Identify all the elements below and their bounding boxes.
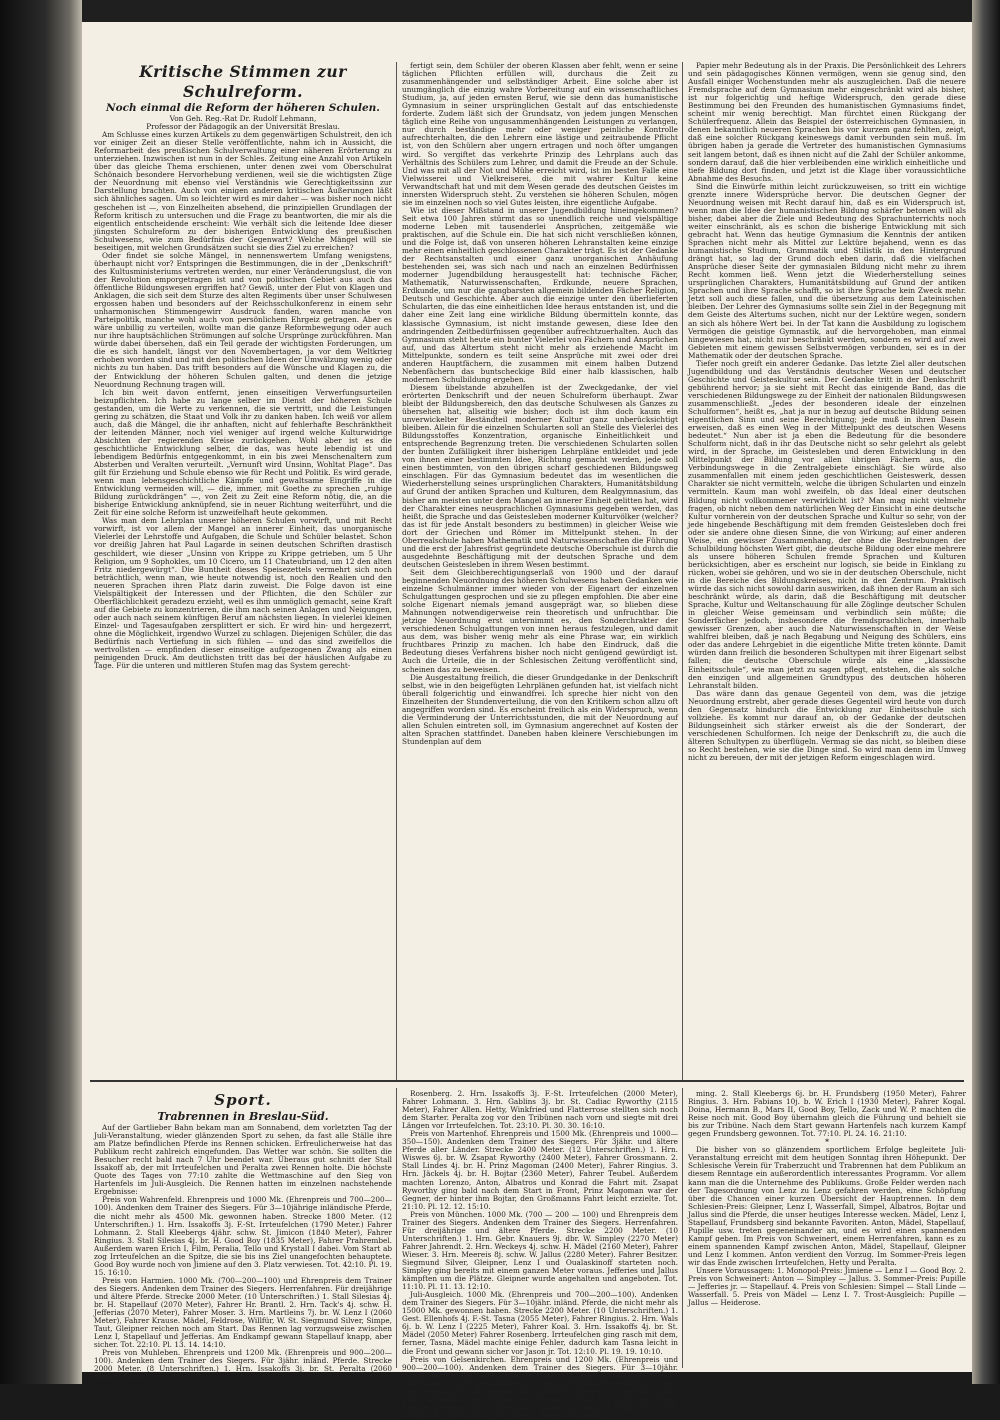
article-paragraph: Oder findet sie solche Mängel, in nennenswertem Umfang wenigstens, überhaupt nicht vor? Entspringen die Bestimmungen, die in der „Denkschrift“ des Kultusministeriums vertreten werden, nur einer Veränderungslust, die von der Revolution emporgetragen ist und von politischen Gebiet aus auch das öffentliche Bildungswesen ergriffen hat? Gewiß, unter der Flut von Klagen und Anklagen, die sich seit dem Sturze des alten Regiments über unser Schulwesen ergossen haben und besonders auf der Reichsschulkonferenz in einem sehr unharmonischen Stimmengewirr Ausdruck fanden, waren manche von Parteipolitik, manche wohl auch von persönlichem Ehrgeiz getragen. Aber es wäre unbillig zu verteilen, wollte man die ganze Reformbewegung oder auch nur ihre hauptsächlichen Strömungen auf solche Ursprünge zurückführen. Man würde dabei übersehen, daß ein Teil gerade der wichtigsten Forderungen, um die es sich handelt, längst vor den Novembertagen, ja vor dem Weltkrieg erhoben worden sind und mit den politischen Ideen der Umwälzung wenig oder nichts zu tun haben. Das trifft besonders auf die Wünsche und Klagen zu, die der Entwicklung der höheren Schulen galten, und denen die jetzige Neuordnung Rechnung tragen will. [94,250,392,389]
article-column-3 [688,62,966,1072]
scan-right-edge [972,0,1000,1384]
sport-subheadline: Trabrennen in Breslau-Süd. [157,1110,329,1123]
sport-paragraph: Preis von Muhleben. Ehrenpreis und 1200 Mk. (Ehrenpreis und 900—200—100). Andenken dem Trainer des Siegers. Für 3jähr. inländ. Pferde. Strecke 2000 Meter. (8 Unterschriften.) 1. Hrn. Issakoffs 3j. br. St. Peralta (2060 Meter), Fahrer [94,1348,392,1382]
sport-column-2 [402,1089,678,1420]
column-rule [396,1088,397,1368]
section-asterisk: * [825,1137,829,1147]
sport-paragraph: Juli-Ausgleich. 1000 Mk. (Ehrenpreis und 700—200—100). Andenken dem Trainer des Siegers. Für 3—10jähr. inländ. Pferde, die nicht mehr als 15000 Mk. gewonnen haben. Strecke 2200 Meter. (10 Unterschriften.) 1. Gest. Ellenhofs 4j. F.-St. Tasna (2055 Meter), Fahrer Ringius. 2. Hrn. Wals 6j. b. W. Lenz I (2225 Meter), Fahrer Koal. 3. Hrn. Issakoffs 4j. br. St. Mädel (2050 Meter) Fahrer Rosenberg. Irrteufelchen ging rasch mit dem, ferner, Tasna, Mädel machte einige Fehler, dadurch kam Tasna leicht in die Front und gewann sicher vor Jason jr. Tot. 12:10. Pl. 19. 19. 10:10. [402,1290,678,1356]
article-paragraph: Papier mehr Bedeutung als in der Praxis. Die Persönlichkeit des Lehrers und sein pädagogisches Können vermögen, wenn sie genug sind, den Ausfall einiger Wochenstunden mehr als auszugleichen. Daß die neuere Fremdsprache auf dem Gymnasium mehr eingeschränkt wird als bisher, ist nur folgerichtig und heftige Widerspruch, den gerade diese Bestimmung bei den Freunden des humanistischen Gymnasiums findet, scheint mir wenig berechtigt. Man fürchtet einen Rückgang der Schülerfrequenz. Allein das Beispiel der österreichischen Gymnasien, in denen bekanntlich neueren Sprachen bis vor kurzem ganz fehlten, zeigt, daß eine solcher Rückgang keineswegs damit verbunden sein muß. Im übrigen haben ja gerade die Vertreter des humanistischen Gymnasiums seit langem betont, daß es ihnen nicht auf die Zahl der Schüler ankomme, sondern darauf, daß die hier verbleibenden eine wirklich einheitliche und tiefe Bildung dort finden, und jetzt ist die Klage über voraussichtliche Abnahme des Besuchs. [688,61,966,183]
sport-headline: Sport. [214,1091,272,1109]
sport-paragraph: Unsere Voraussagen: 1. Monopol-Preis: Jimiene — Lenz I — Good Boy. 2. Preis von Schweinert: Anton — Simpley — Jallus. 3. Sommer-Preis: Pupille — Jefferies jr. — Stapellauf. 4. Preis von Schlesien: Simpel — Stall Linde — Wasserfall. 5. Preis von Mädel — Lenz I. 7. Trost-Ausgleich: Pupille — Jallus — Heiderose. [688,1266,966,1308]
article-paragraph: Tiefer noch greift ein anderer Gedanke. Das letzte Ziel aller deutschen Jugendbildung und das Verständnis deutscher Wesen und deutscher Geschichte und Geisteskultur sein. Der Gedanke tritt in der Denkschrift gebührend hervor; ja sie sieht mit Recht das einigende Band, das die verschiedenen Bildungswege zu der Einheit der nationalen Bildungswesen zusammenschließt. „Jedes der besonderen ideale der einzelnen Schulformen“, heißt es, „hat ja nur in bezug auf deutsche Bildung seinen eigentlichen Sinn und seine Berechtigung; jede muß in ihren Dasein erweisen, daß es einen Weg in der Mittelpunkt des deutschen Wesens bedeutet.“ Nun aber ist ja eben die Bedeutung für die besondere Schulform nicht, daß in ihr das Deutsche nicht so sehr gelehrt als gelebt wird, in der Sprache, im Geistesleben und deren Entwicklung in den Mittelpunkt der Bildung vor allen übrigen Fächern aus, die Verbindungswege in die Zentralgebiete einschlägt. Sie würde also zusammenfallen mit einem jeden geschichtlichen Geisteswerk, dessen Charakter sie nicht vermitteln, welche die übrigen Schularten und einzeln vermitteln. Kaum man wohl zweifeln, ob das Ideal einer deutschen Bildung nicht vollkommener verwirklicht ist? Man mag nicht vielmehr fragen, ob nicht neben dem natürlichen Weg der Einsicht in eine deutsche Kultur vornherein von der deutschen Sprache und Kultur so sehr, von der jede hingebende Beschäftigung mit dem fremden Geistesleben doch frei oder sie andere ohne diesen Sinne, die von Wirkung; auf einer anderen Weise, ein gewisser Zusammenhang, der ohne die Bestrebungen der Schulbildung höchsten Wert gibt, die deutsche Bildung oder eine mehrere als unsere höheren Schulen fremde Sprachen und Kulturen berücksichtigen, aber es erscheint nur logisch, sie beide in Einklang zu rücken, wobei sie gehören, und wo sie in der deutschen Oberschule, nicht in die Bereiche des Bildungskreises, nicht in den Zentrum. Praktisch würde das sich nicht sowohl darin auswirken, daß ihnen der Raum an sich beschränkt würde, als darin, daß die Beschäftigung mit deutscher Sprache, Kultur und Weltanschauung für alle Zöglinge deutscher Schulen in gleicher Weise gemeinsam und verbindlich sein müßte; die Sonderfächer jedoch, insbesondere die fremdsprachlichen, innerhalb gewisser Grenzen, aber auch die Naturwissenschaften in der Weise wahlfrei bleiben, daß je nach Begabung und Neigung des Schülers, eins oder das andere Lehrgebiet in die eigentliche Mitte treten könnte. Damit würden dann freilich die besonderen Schultypen mit ihrer Eigenart selbst fallen; die deutsche Oberschule würde als eine „klassische Einheitsschule“, wie man jetzt zu sagen pflegt, entstehen, die als solche den einzigen und allgemeinen Grundtypus des deutschen höheren Lehranstalt bilden. [688,358,966,690]
article-column-2 [402,62,678,1072]
sport-column-3 [688,1090,966,1366]
sport-paragraph: ming. 2. Stall Kleebergs 6j. br. H. Frundsberg (1950 Meter), Fahrer Ringius. 3. Hrn. Fabians 10j. b. W. Erich I (1930 Meter), Fahrer Kogal. Doina, Hermann B., Mars II, Good Boy, Tello, Zack und W. P. machten die Reise noch mit. Good Boy übernahm gleich die Führung und behielt sie bis zur Tribüne. Nach dem Start gewann Hartenfels nach kurzem Kampf gegen Frundsberg gewonnen. Tot. 77:10. Pl. 24. 16. 21:10. [688,1089,966,1139]
article-paragraph: Sind die Einwürfe mithin leicht zurückzuweisen, so tritt ein wichtige grenzte innere Widersprüche hervor. Die deutschen Gegner der Neuordnung weisen mit Recht darauf hin, daß es ein Widerspruch ist, wenn man die Idee der humanistischen Bildung schärfer betonen will als bisher, dabei aber die Ziele und Bedeutung des Sprachunterrichts noch weiter einschränkt, als es schon die bisherige Entwicklung mit sich gebracht hat. Wenn das heutige Gymnasium die Kenntnis der antiken Sprachen nicht mehr als Mittel zur Lektüre bejahend, wenn es das humanistische Studium, Grammatik und Stilistik in den Hintergrund drängt hat, so lag der Grund doch eben darin, daß die vielfachen Ansprüche dieser Seite der gymnasialen Bildung nicht mehr zu ihrem Recht kommen ließ. Wenn jetzt die Wiederherstellung seines ursprünglichen Charakters, Humanitätsbildung auf Grund der antiken Sprachen und ihre Sprache schafft, so ist ihre Sprache kein Zweck mehr. Jetzt soll auch diese fallen, und die übersetzung aus dem Lateinischen bleiben. Der Lehrer des Gymnasiums sollte sein Ziel in der Begegnung mit dem Geiste des Altertums suchen, nicht nur der Lektüre wegen, sondern an sich als höhere Wert bei. In der Tat kann die Ausbildung zu logischem Vermögen die geistige Gymnastik, auf die hervorgehoben, man einmal hingewiesen hat, nicht nur beschränkt werden, sondern es wird auf zwei Gebieten mit einem gewissen Selbstvermögen verbunden, sei es in der Mathematik oder der deutschen Sprache. [688,181,966,360]
section-divider [90,1080,964,1082]
sport-paragraph: Preis von München. 1000 Mk. (700 — 200 — 100) und Ehrenpreis dem Trainer des Siegers. Andenken dem Trainer des Siegers. Herrenfahren. Für dreijährige und ältere Pferde. Strecke 2200 Meter. (10 Unterschriften.) 1. Hrn. Gebr. Knauers 9j. dbr. W. Simpley (2270 Meter) Fahrer Jahrendt. 2. Hrn. Weckeys 4j. schw. H. Mädel (2160 Meter), Fahrer Wieser. 3. Hrn. Meereis 8j. schw. W. Jallus (2280 Meter). Fahrer Besitzer. Siegmund Silver, Gleipner, Lenz I und Oualaskinoff starteten noch. Simpley ging bereits mit einem ganzen Meter voraus. Jefferies und Jallus kämpften um die Plätze. Gleipner wurde angehalten und angeboten. Tot. 11:10. Pl. 11. 13. 12:10. [402,1209,678,1292]
article-paragraph: Seit dem Gleichberechtigungserlaß von 1900 und der darauf beginnenden Neuordnung des höheren Schulwesens haben Gedanken wie einzelne Schulmänner immer wieder von der Eigenart der einzelnen Schulgattungen gesprochen und sie zu pflegen empfohlen. Die aber eine solche Eigenart niemals jemand ausgeprägt war, so blieben diese Mahnungen notwendigerweise rein theoretisch und unfruchtbar. Die jetzige Neuordnung erst unternimmt es, den Sonderchrakter der verschiedenen Schulgattungen von innen heraus festzulegen, und damit aus dem, was bisher wenig mehr als eine Phrase war, ein wirklich fruchtbares Prinzip zu machen. Ich habe den Eindruck, daß die Bedeutung dieses Verfahrens bisher noch nicht genügend gewürdigt ist. Auch die Urteile, die in der Schlesischen Zeitung veröffentlicht sind, scheinen das zu beweisen. [402,567,678,674]
column-rule [396,62,397,1082]
article-paragraph: Wie ist dieser Mißstand in unserer Jugendbildung hineingekommen? Seit etwa 100 Jahren stürmt das so unendlich reiche und vielspältige moderne Leben mit tausenderlei Ansprüchen, zeitgemäße wie praktischen, auf die Schule ein. Die hat sich nicht verschließen können, und die Folge ist, daß von unseren höheren Lehranstalten keine einzige mehr einen einheitlich geschlossenen Charakter trägt. Es ist der Gedanke der Rechtsanstalten und einer ganz unorganischen Anhäufung bestehenden sei, was sich nach und nach an einzelnen Bedürfnissen moderner Jugendbildung herausgestellt hat: technische Fächer, Mathematik, Naturwissenschaften, Erdkunde, neuere Sprachen, Erdkunde, um nur die gangbarsten allgemein bildenden Fächer Religion, Deutsch und Geschichte. Aber auch die einzige unter den überlieferten Schularten, die das eine einheitlichen Idee heraus entstanden ist, und die daher eine Zeit lang eine wirkliche Bildung übermitteln konnte, das klassische Gymnasium, ist nicht imstande gewesen, diese Idee den andringenden Zeitbedürfnissen gegenüber aufrechtzuerhalten. Auch das Gymnasium steht heute ein bunter Vielerlei von Fächern und Ansprüchen auf, und das Altertum steht nicht mehr als erziehende Macht im Mittelpunkte, sondern es teilt seine Ansprüche mit zwei oder drei anderen Hauptfächern, die zusammen mit einem halben Dutzend Nebenfächern das buntscheckige Bild einer halb klassischen, halb modernen Schulbildung ergeben. [402,205,678,384]
scan-top-edge [82,0,972,22]
sport-paragraph: Preis von Martenhof. Ehrenpreis und 1500 Mk. (Ehrenpreis und 1000—350—150). Andenken dem Trainer des Siegers. Für 3jähr. und ältere Pferde aller Länder. Strecke 2400 Meter. (12 Unterschriften.) 1. Hrn. Wiswes 6j. br. W. Zsapat Ryworthy (2400 Meter), Fahrer Grossmann. 2. Stall Lindes 4j. br. H. Prinz Magoman (2400 Meter), Fahrer Ringius. 3. Hrn. Jäckels 4j. br. H. Bojtar (2360 Meter), Fahrer Teubel. Außerdem machten Lorenzo, Anton, Albatros und Konrad die Fahrt mit. Zsapat Ryworthy ging bald nach dem Start in Front, Prinz Magoman war der Gegner, der hinter ihm Bojtar, den Großmanns Fahrt leicht erzielte. Tot. 21:10. Pl. 12. 12. 15:10. [402,1129,678,1211]
article-byline-affiliation: Professor der Pädagogik an der Universität Breslau. [146,122,340,132]
article-paragraph: Diesem übelstande abzuhelfen ist der Zweckgedanke, der viel erörterten Denkschrift und der neuen Schulreform überhaupt. Zwar bleibt der Bildungsbereich, den das deutsche Schulwesen als Ganzes zu übersehen hat, allseitig wie bisher; doch ist ihm doch kaum ein unverwickelter Beständteil moderner Kultur ganz unberücksichtigt bleiben. Allein für die einzelnen Schularten soll an Stelle des Vielerlei des Bildungsstoffes Konzentration, organische Einheitlichkeit und entsprechende Begrenzung treten. Die verschiedenen Schularten sollen der bunten Zufälligkeit ihrer bisherigen Lehrpläne entkleidet und jede von ihnen einer bestimmten Idee, Richtung gemacht werden, jede soll einen bestimmten, von den übrigen scharf geschiedenen Bildungsweg einschlagen. Für das Gymnasium bedeutet das im wesentlichen die Wiederherstellung seines ursprünglichen Charakters, Humanitätsbildung auf Grund der antiken Sprachen und Kulturen, dem Realgymnasium, das bisher am meisten unter dem Mangel an innerer Einheit gelitten hat, wird der Charakter eines neusprachlichen Gymnasiums gegeben werden, das heißt, die Sprache und das Geistesleben moderner Kulturvölker (welcher? das ist für jede Anstalt besonders zu bestimmen) in gleicher Weise wie dort der Griechen und Römer im Mittelpunkt stehen. In der Oberrealschule haben Mathematik und Naturwissenschaften die Führung und die erst der Jahresfrist gegründete deutsche Oberschule ist durch die ausgedehnte Beschäftigung mit der deutschen Sprache und dem deutschen Geistesleben in ihrem Wesen bestimmt. [402,382,678,569]
article-paragraph: fertigt sein, dem Schüler der oberen Klassen aber fehlt, wenn er seine täglichen Pflichten erfüllen will, durchaus die Zeit zu zusammenhängender und selbständiger Arbeit. Eine solche aber ist unumgänglich die einzig wahre Vorbereitung auf ein wissenschaftliches Studium, ja, auf jeden ernsten Beruf, wie sie denn das humanistische Gymnasium in seiner ursprünglichen Gestalt auf das entschiedenste forderte. Zudem läßt sich der Grundsatz, von jedem jungen Menschen täglich eine Reihe von ungusammenhängenden Leistungen zu verlangen, nur durch beständige mehr oder weniger peinliche Kontrolle aufrechterhalten, die den Lehrern eine lästige und zeitraubende Pflicht ist, von den Schülern aber ungern ertragen und noch öfter umgangen wird. So vergiftet das verkehrte Prinzip des Lehrplans auch das Verhältnis des Schülers zum Lehrer, und damit die Freude an der Schule. Und was mit all der Not und Mühe erreicht wird, ist im besten Falle eine Vielwisserei und Vielkreiserei, die mit wahrer Kultur keine Verwandtschaft hat und mit dem Wesen gerade des deutschen Geistes im innersten Widerspruch steht. Zu verstehen sie höheren Schulen, mögen sie im einzelnen noch so viel Gutes leisten, ihre eigentliche Aufgabe. [402,61,678,207]
sport-paragraph: Preis von Harmien. 1000 Mk. (700—200—100) und Ehrenpreis dem Trainer des Siegers. Andenken dem Trainer des Siegers. Herrenfahren. Für dreijährige und ältere Pferde. Strecke 2000 Meter. (10 Unterschriften.) 1. Stall Silesias 4j. br. H. Stapellauf (2070 Meter), Fahrer Hr. Brantl. 2. Hrn. Tack's 4j. schw. H. Jefferias (2070 Meter), Fahrer Moser. 3. Hrn. Martleins 7j. br. W. Lenz I (2060 Meter), Fahrer Krause. Mädel, Feldrose, Willfür, W. St. Siegmund Silver, Simpe, Taut, Gleipner reichen noch am Start. Das Rennen lag vorzugsweise zwischen Lenz I, Stapellauf und Jefferias. Am Endkampf gewann Stapellauf knapp, aber sicher. Tot. 22:10. Pl. 13. 14. 14:10. [94,1275,392,1350]
article-paragraph: Am Schlusse eines kurzen Artikels zu dem gegenwärtigen Schulstreit, den ich vor einiger Zeit an dieser Stelle veröffentlichte, nahm ich in Aussicht, die Reformarbeit des preußischen Schulverwaltung einer näheren Erörterung zu unterziehen. Inzwischen ist nun in der Schles. Zeitung eine Anzahl von Artikeln über das gleiche Thema erschienen, unter denen zwei vom Oberschulrat Schönaich besondere Hervorhebung verdienen, weil sie die wichtigsten Züge der Neuordnung mit ebenso viel Verständnis wie Gerechtigkeitssinn zur Darstellung brachten. Auch von einigen anderen kritischen Äußerungen läßt sich ähnliches sagen. Um so leichter wird es mir daher — was bisher noch nicht geschehen ist —, von Einzelheiten absehend, die prinzipiellen Grundlagen der Reform kritisch zu untersuchen und die Frage zu beantworten, die mir als die eigentlich entscheidende erscheint: Wie verhält sich die leitende Idee dieser jüngsten Schulreform zu der bisherigen Entwicklung des preußischen Schulwesens, wie zum Bedürfnis der Gegenwart? Welche Mängel will sie beseitigen, mit welchen Grundsätzen sucht sie dies Ziel zu erreichen? [94,130,392,252]
sport-paragraph: Preis von Gelsenkirchen. Ehrenpreis und 1200 Mk. (Ehrenpreis und 900—200—100). Andenken dem Trainer des Siegers. Für 3—10jähr. inländ. Pferde, die nicht mehr als 15000 Mk. gewonnen haben. Strecke 2200 Meter. (10 Unterschriften.) 1. Gest. Ellenhofs. Herrenfahren. Preis von Gelsenkirchen. Ehrenpreis und 1000 Mk. (Ehrenpreis und 700—200—100). Andenken dem Trainer des Siegers. Für 3- bis 10jährige inländ. Pferde. Strecke 1900 Meter. (12 Unterschriften.) 1. Stall Wals 10j. schwbr. H. Hartenfels (1970 Meter). Fahrer Frömming. [402,1354,678,1420]
column-rule [682,1088,683,1368]
sport-paragraph: Die bisher von so glänzendem sportlichem Erfolge begleitete Juli-Veranstaltung erreicht mit dem heutigen Sonntag ihren Höhepunkt. Der Schlesische Verein für Traberzucht und Trabrennen hat dem Publikum an diesem Renntage ein außerordentlich interessantes Programm. Vor allem kann man die die Unternehme des Publikums. Große Felder werden nach der Tagesordnung von Lenz zu Lenz gefahren werden, eine Schöpfung über die Chancen einer kurzen Übersicht der Hauptrennen. In dem Schlesien-Preis: Gleipner, Lenz I, Wasserfall, Simpel, Albatros, Bojtar und Jallus sind die Pferde, die unser heutiges Interesse wecken. Mädel, Lenz I, Stapellauf, Frundsberg sind bekannte Favoriten. Anton, Mädel, Stapellauf, Pupille usw. treten gegeneinander an, und es wird einen spannenden Kampf geben. Im Preis von Schweinert, einem Herrenfahren, kann es zu einem spannenden Kampf zwischen Anton, Mädel, Stapellauf, Gleipner und Lenz I kommen. Anton verdient den Vorzug. Im Sommer-Preis legen wir das Ende zwischen Irrteufelchen, Hetty und Peralta. [688,1145,966,1267]
article-column-1 [94,62,392,1072]
article-paragraph: Die Ausgestaltung freilich, die dieser Grundgedanke in der Denkschrift selbst, wie in den beigefügten Lehrplänen gefunden hat, ist vielfach nicht überall folgerichtig und einwandfrei. Ich spreche hier nicht von den Einzelheiten der Stundenverteilung, die von den Kritikern schon allzu oft angegriffen worden sind. Es erscheint freilich als ein Widerspruch, wenn die Verminderung der Unterrichtsstunden, die mit der Neuordnung auf allen Schulen eintreten soll, im Gymnasium angerechnet auf Kosten der alten Sprachen stattfindet. Daneben haben kleinere Verschiebungen im Stundenplan auf dem [402,672,678,746]
article-byline: Von Geh. Reg.-Rat Dr. Rudolf Lehmann, [169,114,317,123]
sport-column-1 [94,1090,392,1382]
article-headline: Kritische Stimmen zur Schulreform. [139,62,347,101]
sport-paragraph: Rosenberg. 2. Hrn. Issakoffs 3j. F.-St. Irrteufelchen (2000 Meter), Fahrer Lohmann. 3. Hrn. Gablins 3j. br. St. Cadiac Ryworthy (2115 Meter), Fahrer Allen. Hetty, Winkfried und Flatterrose stellten sich noch dem Starter. Peralta zog vor den Tribünen nach vorn und siegte mit drei Längen vor Irrteufelchen. Tot. 23:10. Pl. 30. 30. 16:10. [402,1089,678,1131]
article-paragraph: Ich bin weit davon entfernt, jenen einseitigen Verwerfungsurteilen beizupflichten. Ich habe zu lange selber im Dienst der höheren Schule gestanden, um die Werte zu verkennen, die sie vertritt, und die Leistungen gering zu schätzen, die Staat und Volk ihr zu danken haben. Ich weiß vor allem auch, daß die Mängel, die ihr anhaften, nicht auf fehlerhafte Beschränktheit der leitenden Männer, noch viel weniger auf irgend welche Kulturwidrige Absichten der regierenden Kreise zurückgehen. Wohl aber ist es die geschichtliche Entwicklung selber, die das, was heute lebendig ist und lebendigem Bedürfnis entgegenkommt, in ein bis zwei Menschenaltern zum Absterben und Veralten verurteilt. „Vernunft wird Unsinn, Wohltat Plage“. Das gilt für Erziehung und Schule ebenso wie für Recht und Politik. Es wird gerade, wenn man lebensgeschichtliche Kämpfe und gewaltsame Eingriffe in die Entwicklung vermeiden will, — die, immer, mit Goethe zu sprechen „ruhige Bildung zurückdrängen“ —, von Zeit zu Zeit eine Reform nötig, die, an die bisherige Entwicklung anknüpfend, sie in neuer Richtung weiterführt, und die Zeit für eine solche Reform ist unzweifelhaft heute gekommen. [94,387,392,518]
newspaper-page [82,22,972,1420]
column-rule [682,62,683,1082]
sport-paragraph: Auf der Gartlieber Bahn bekam man am Sonnabend, dem vorletzten Tag der Juli-Veranstaltung, wieder glänzenden Sport zu sehen, da fast alle Ställe ihre am Platze befindlichen Pferde ins Rennen schicken. Erfreulicherweise hat das Publikum recht zahlreich eingefunden. Das Wetter war schön. Sie sollten die Besucher recht bald nach 7 Uhr beendet war. Überaus gut schnitt der Stall Issakoff ab, der mit Irrteufelchen und Peralta zwei Rennen holte. Die höchste Quote des Tages von 77:10 zahlte die Wettmaschine auf den Sieg von Hartenfels im Juli-Ausgleich. Die Rennen hatten im einzelnen nachstehende Ergebnisse: [94,1123,392,1197]
article-subheadline: Noch einmal die Reform der höheren Schulen. [106,102,380,114]
article-paragraph: Was man dem Lehrplan unserer höheren Schulen vorwirft, und mit Recht vorwirft, ist vor allem der Mangel an innerer Einheit, das unorganische Vielerlei der Lehrstoffe und Aufgaben, die Schule und Schüler belastet. Schon vor dreißig Jahren hat Paul Lagarde in seinen deutschen Schriften drastisch geschildert, wie dieser „Unsinn von Krippe zu Krippe getrieben, um 5 Uhr Religion, um 9 Sophokles, um 10 Cicero, um 11 Chateubriand, um 12 den alten Fritz niedergewürgt“. Die Buntheit dieses Speisezettels vermehrt sich noch beträchtlich, wenn man, wie heute notwendig ist, noch den Realien und den neueren Sprachen ihren Platz darin zuweist. Die Folge davon ist eine Vielspältigkeit der Interessen und der Pflichten, die den Schüler zur Oberflächlichkeit geradezu erzieht, weil es ihm unmöglich gemacht, seine Kraft auf die Gebiete zu konzentrieren, die ihm nach seinen Anlagen und Neigungen, oder auch nach seinem künftigen Beruf am nächsten liegen. In vielerlei kleinen Einzel- und Tagesaufgaben zersplittert er sich. Er wird hin- und hergezerrt, ohne die Möglichkeit, irgendwo Wurzel zu schlagen. Diejenigen Schüler, die das Bedürfnis nach Vertiefung in sich fühlen — und das sind zweifellos die wertvollsten — empfinden dieser einseitige aufgezogenen Zwang als einen peinigenden Druck. Am deutlichsten tritt das bei der häuslichen Aufgabe zu Tage. Für die unteren und mittleren Stufen mag das System gerecht- [94,516,392,671]
sport-paragraph: Preis von Wahrenfeld. Ehrenpreis und 1000 Mk. (Ehrenpreis und 700—200—100). Andenken dem Trainer des Siegers. Für 3—10jährige inländische Pferde, die nicht mehr als 4500 Mk. gewonnen haben. Strecke 1800 Meter. (12 Unterschriften.) 1. Hrn. Issakoffs 3j. F.-St. Irrteufelchen (1790 Meter.) Fahrer Lohmann. 2. Stall Kleebergs 4jähr. schw. St. Jimicon (1840 Meter), Fahrer Ringius. 3. Stall Silesias 4j. br. H. Good Boy (1835 Meter), Fahrer Prahrembel. Außerdem waren Erich I, Film, Peralia, Tello und Krystall I dabei. Vom Start ab zog Irrteufelchen an die Spitze, die sie bis ins Ziel unangefochten behauptete. Good Boy wurde noch von Jimiene auf den 3. Platz verwiesen. Tot. 42:10. Pl. 19. 15. 16:10. [94,1195,392,1277]
article-paragraph: Das wäre dann das genaue Gegenteil von dem, was die jetzige Neuordnung erstrebt, aber gerade dieses Gegenteil wird heute von durch den Gegensatz hindurch die Entwicklung zur Einheitsschule sich vollziehe. Es kommt nur darauf an, ob der Gedanke der deutschen Bildungseinheit sich stärker erweist als die der Sonderart, der verschiedenen Schulformen. Ich neige der Denkschrift zu, die auch die älteren Schultypen zu überflügeln. Vermag sie das nicht, so bleiben diese so Recht bestehen, wie sie die Dinge sind. So wird man denn im Umweg nicht zu bereuen, der mit der jetzigen Reform eingeschlagen wird. [688,688,966,763]
book-binding [0,0,82,1384]
